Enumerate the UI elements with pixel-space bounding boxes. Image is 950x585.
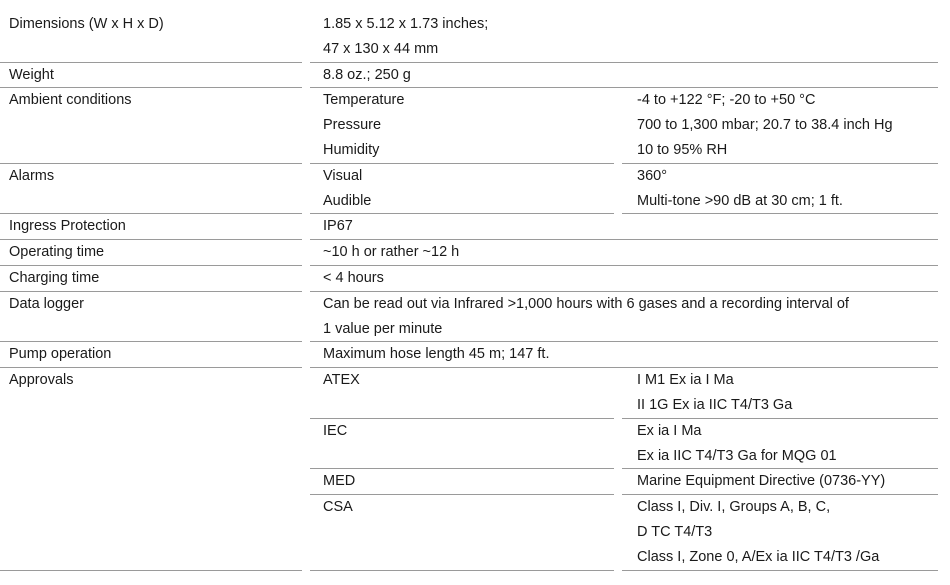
spec-value: ~10 h or rather ~12 h — [310, 240, 938, 266]
spec-value: Maximum hose length 45 m; 147 ft. — [310, 342, 938, 368]
spec-row-data-logger — [0, 292, 950, 343]
spec-row-dimensions — [0, 12, 950, 63]
spec-subname: MED — [310, 469, 614, 495]
spec-value: -4 to +122 °F; -20 to +50 °C 700 to 1,300 mbar; 20.7 to 38.4 inch Hg 10 to 95% RH — [622, 88, 938, 163]
spec-label: Approvals — [0, 368, 302, 570]
spec-value: Class I, Div. I, Groups A, B, C, D TC T4/T3 Class I, Zone 0, A/Ex ia IIC T4/T3 /Ga — [622, 495, 938, 570]
spec-value: 360° Multi-tone >90 dB at 30 cm; 1 ft. — [622, 164, 938, 215]
spec-value: 8.8 oz.; 250 g — [310, 63, 938, 89]
approvals-subtable — [310, 368, 950, 570]
spec-label: Weight — [0, 63, 302, 89]
spec-label: Charging time — [0, 266, 302, 292]
spec-row-alarms — [0, 164, 950, 215]
spec-row-charging-time — [0, 266, 950, 292]
approval-atex — [310, 368, 950, 419]
spec-label: Dimensions (W x H x D) — [0, 12, 302, 63]
spec-label: Ambient conditions — [0, 88, 302, 163]
spec-value: I M1 Ex ia I Ma II 1G Ex ia IIC T4/T3 Ga — [622, 368, 938, 419]
spec-label: Ingress Protection — [0, 214, 302, 240]
spec-subname: Visual Audible — [310, 164, 614, 215]
spec-row-pump-operation — [0, 342, 950, 368]
approval-iec — [310, 419, 950, 470]
spec-label: Alarms — [0, 164, 302, 215]
spec-value: IP67 — [310, 214, 938, 240]
spec-subname: ATEX — [310, 368, 614, 419]
spec-subname: Temperature Pressure Humidity — [310, 88, 614, 163]
spec-label: Pump operation — [0, 342, 302, 368]
spec-value: Marine Equipment Directive (0736-YY) — [622, 469, 938, 495]
spec-label: Data logger — [0, 292, 302, 343]
spec-row-operating-time — [0, 240, 950, 266]
spec-row-ingress — [0, 214, 950, 240]
spec-row-approvals — [0, 368, 950, 570]
approval-med — [310, 469, 950, 495]
spec-value: < 4 hours — [310, 266, 938, 292]
spec-value: Ex ia I Ma Ex ia IIC T4/T3 Ga for MQG 01 — [622, 419, 938, 470]
spec-value: 1.85 x 5.12 x 1.73 inches; 47 x 130 x 44 mm — [310, 12, 938, 63]
spec-table — [0, 12, 950, 585]
spec-row-ambient — [0, 88, 950, 163]
approval-csa — [310, 495, 950, 570]
spec-subname: IEC — [310, 419, 614, 470]
spec-subname: CSA — [310, 495, 614, 570]
spec-row-weight — [0, 63, 950, 89]
spec-label: Operating time — [0, 240, 302, 266]
spec-value: Can be read out via Infrared >1,000 hours with 6 gases and a recording interval of 1 value per minute — [310, 292, 938, 343]
